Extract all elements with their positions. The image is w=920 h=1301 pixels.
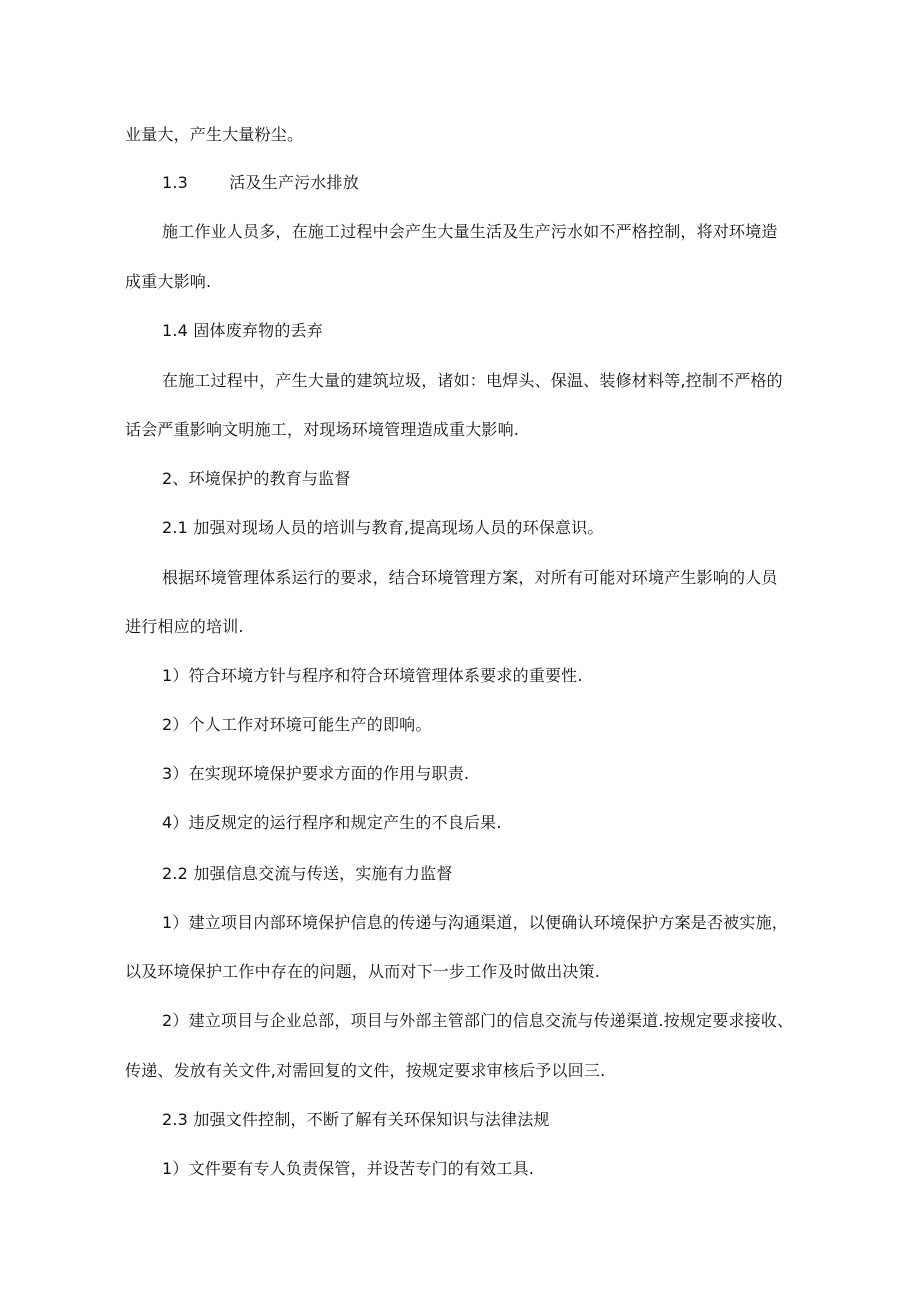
paragraph-line: 话会严重影响文明施工，对现场环境管理造成重大影响. bbox=[125, 420, 520, 439]
list-item: 4）违反规定的运行程序和规定产生的不良后果. bbox=[162, 813, 502, 832]
section-number: 1.3 bbox=[162, 173, 189, 192]
paragraph-line: 根据环境管理体系运行的要求，结合环境管理方案，对所有可能对环境产生影响的人员 bbox=[162, 568, 778, 587]
paragraph-line: 在施工过程中，产生大量的建筑垃圾，诸如：电焊头、保温、装修材料等,控制不严格的 bbox=[162, 371, 783, 390]
list-item: 2）个人工作对环境可能生产的即响。 bbox=[162, 715, 432, 734]
paragraph-line: 业量大，产生大量粉尘。 bbox=[125, 125, 304, 144]
paragraph-line: 施工作业人员多，在施工过程中会产生大量生活及生产污水如不严格控制，将对环境造 bbox=[162, 222, 778, 241]
list-item: 1）建立项目内部环境保护信息的传递与沟通渠道，以便确认环境保护方案是否被实施， bbox=[162, 913, 788, 932]
section-heading-2-2: 2.2 加强信息交流与传送，实施有力监督 bbox=[162, 864, 453, 883]
section-heading-1-3 bbox=[162, 173, 359, 193]
section-heading-2: 2、环境保护的教育与监督 bbox=[162, 469, 351, 488]
list-item: 2）建立项目与企业总部，项目与外部主管部门的信息交流与传递渠道.按规定要求接收、 bbox=[162, 1011, 794, 1030]
paragraph-line: 以及环境保护工作中存在的问题，从而对下一步工作及时做出决策. bbox=[125, 962, 601, 981]
paragraph-line: 传递、发放有关文件,对需回复的文件，按规定要求审核后予以回三. bbox=[125, 1061, 606, 1080]
list-item: 1）文件要有专人负责保管，并设苦专门的有效工具. bbox=[162, 1159, 535, 1178]
list-item: 1）符合环境方针与程序和符合环境管理体系要求的重要性. bbox=[162, 666, 583, 685]
section-heading-2-3: 2.3 加强文件控制，不断了解有关环保知识与法律法规 bbox=[162, 1110, 550, 1129]
section-heading-2-1: 2.1 加强对现场人员的培训与教育,提高现场人员的环保意识。 bbox=[162, 518, 604, 537]
section-title: 活及生产污水排放 bbox=[229, 173, 359, 192]
section-heading-1-4: 1.4 固体废弃物的丢弃 bbox=[162, 321, 323, 340]
paragraph-line: 成重大影响. bbox=[125, 272, 212, 291]
paragraph-line: 进行相应的培训. bbox=[125, 617, 244, 636]
list-item: 3）在实现环境保护要求方面的作用与职责. bbox=[162, 764, 470, 783]
